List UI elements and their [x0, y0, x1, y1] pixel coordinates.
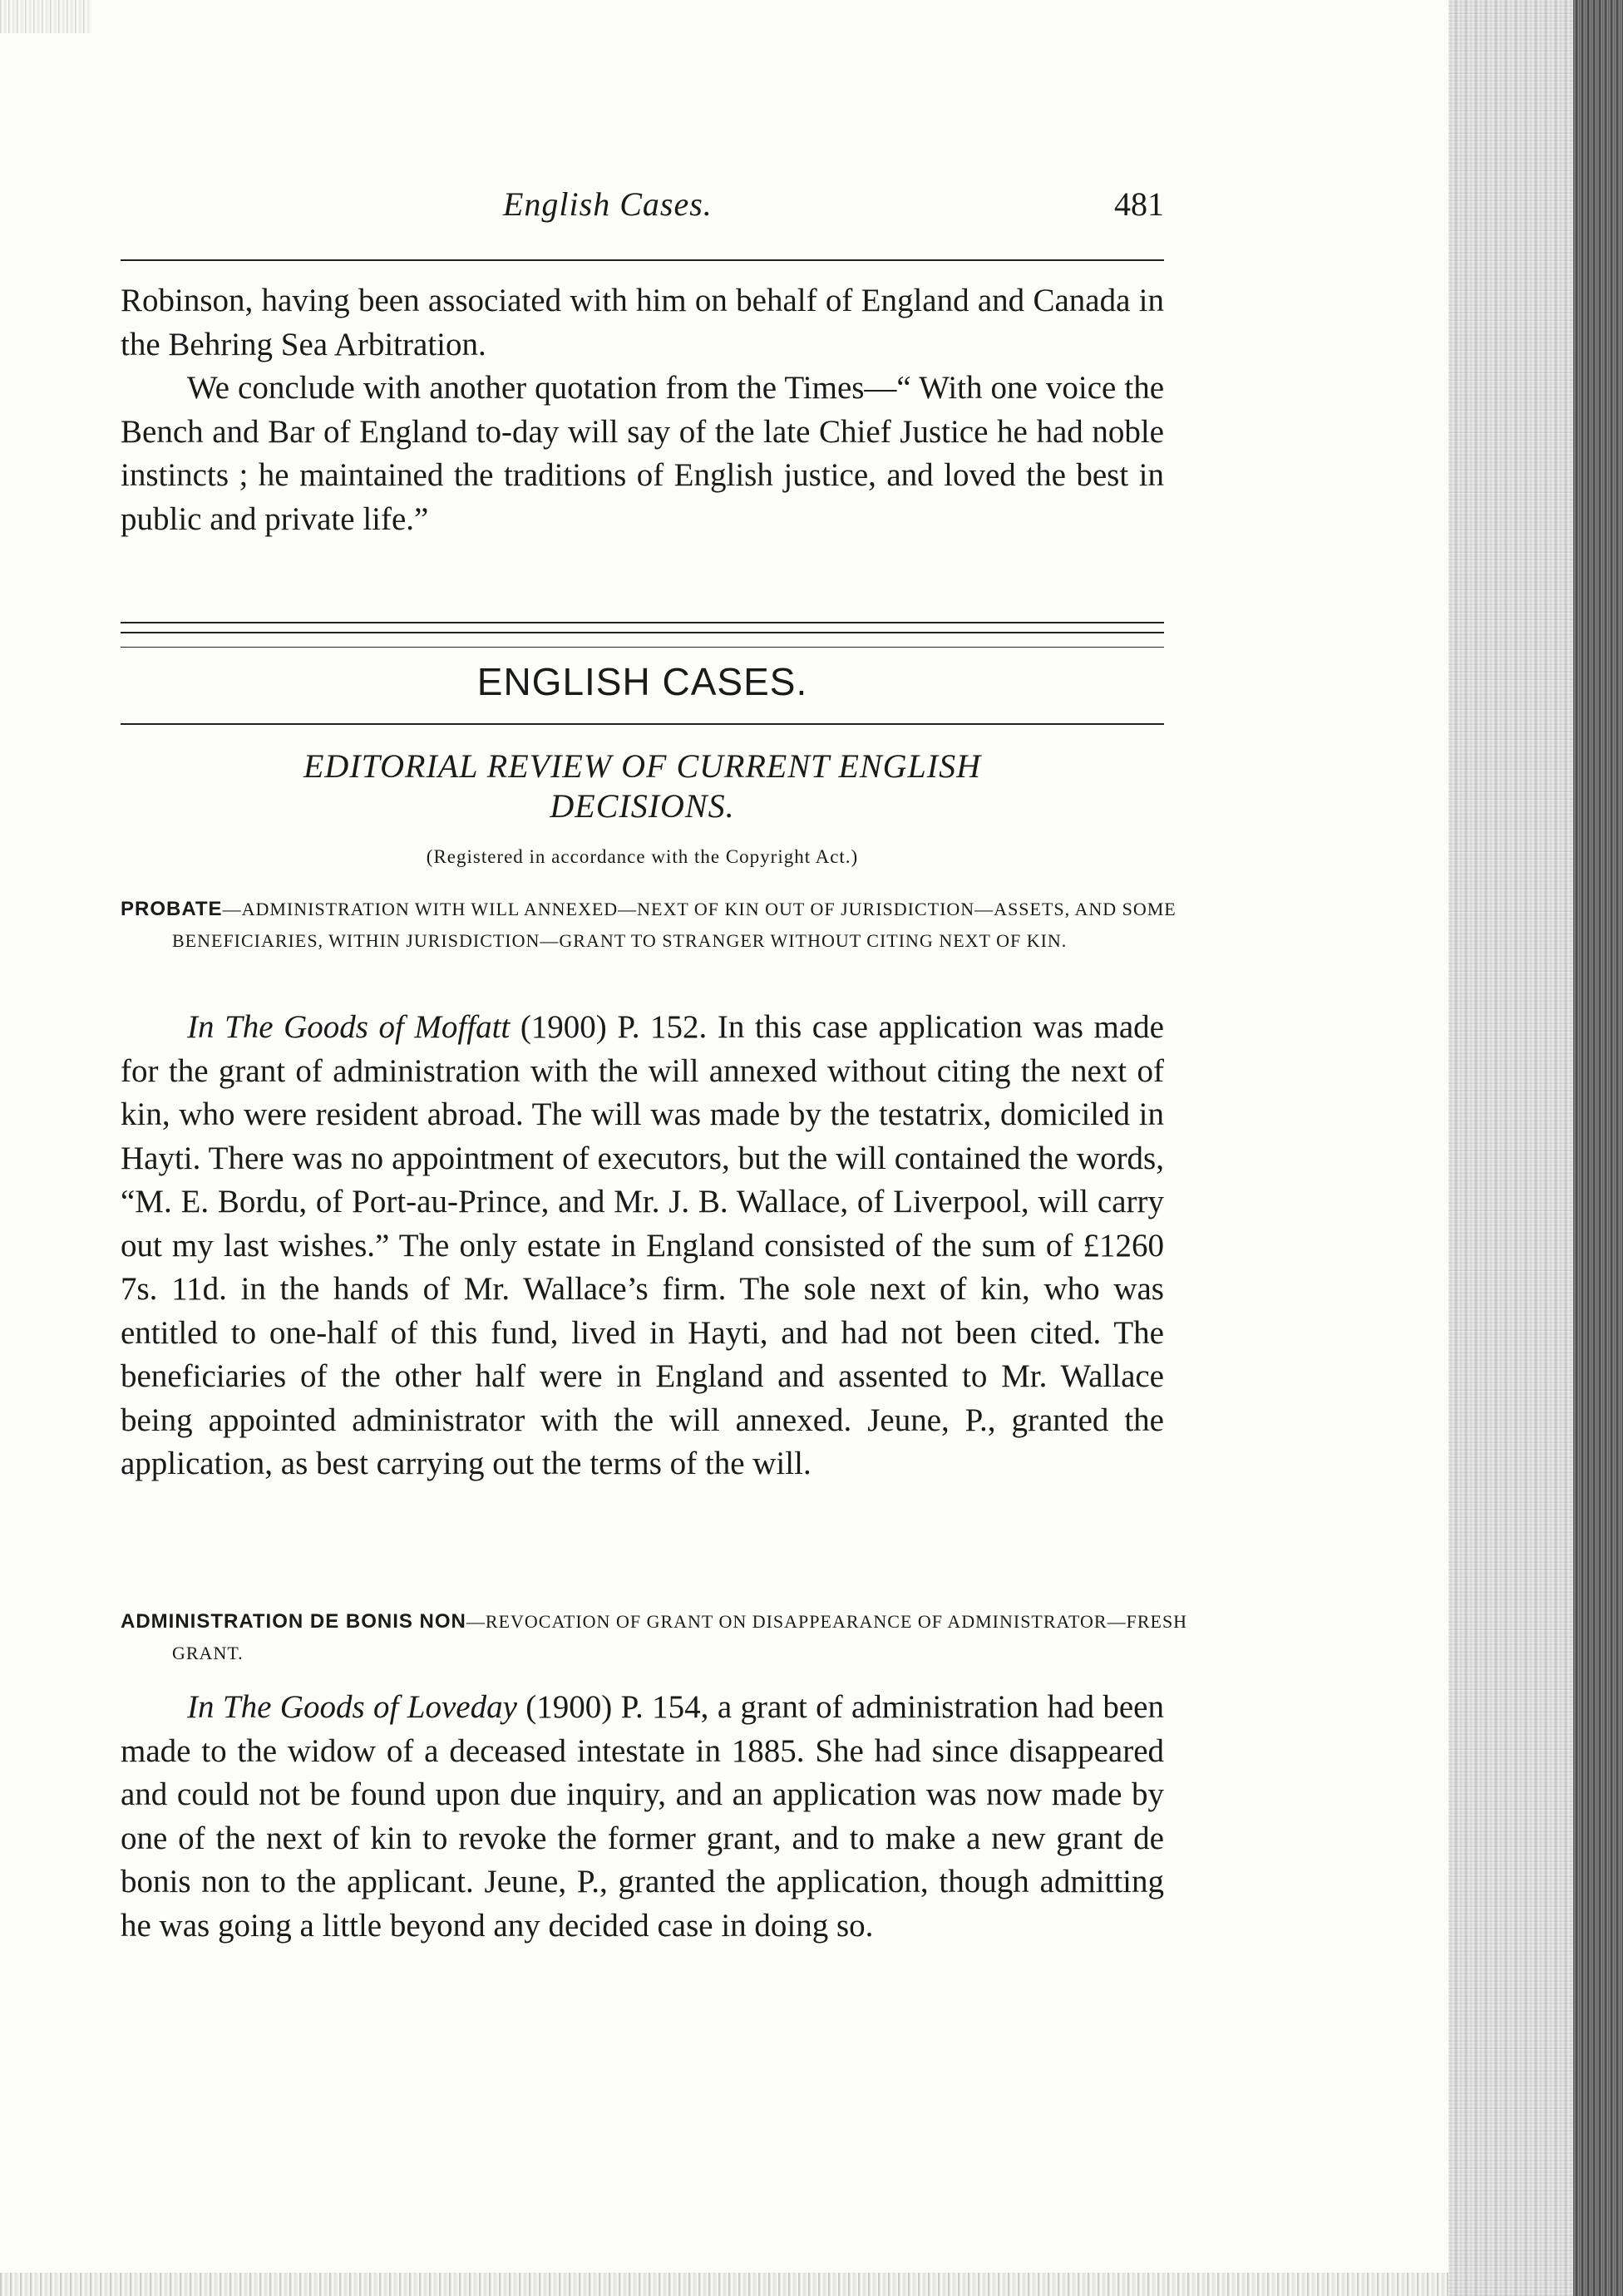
- double-rule-bottom: [121, 632, 1164, 633]
- scan-artifact-bottom: [0, 2273, 1448, 2296]
- page-edge-texture: [1448, 0, 1573, 2296]
- headnote-lead: ADMINISTRATION DE BONIS NON: [121, 1610, 466, 1633]
- page-edge-dark: [1573, 0, 1623, 2296]
- scan-artifact-top-left: [0, 0, 91, 33]
- intro-paragraph: Robinson, having been associated with him on behalf of England and Canada in the Behring Sea Arbitration.: [121, 283, 1164, 362]
- copyright-note: (Registered in accordance with the Copyright Act.): [426, 846, 859, 867]
- double-rule-top: [121, 622, 1164, 623]
- header-rule: [121, 259, 1164, 261]
- case-name: In The Goods of Loveday: [187, 1689, 517, 1725]
- case-report: [121, 1006, 1164, 1486]
- case-name: In The Goods of Moffatt: [187, 1009, 511, 1045]
- running-header: [121, 185, 1164, 234]
- section-title: ENGLISH CASES.: [476, 660, 808, 703]
- case-text: (1900) P. 152. In this case application was made for the grant of administration with the will annexed without citing the next of kin, who were resident abroad. The will was made by the testatrix, domiciled in Hayti. There was no appointment of executors, but the will contained the words, “M. E. Bordu, of Port-au-Prince, and Mr. J. B. Wallace, of Liverpool, will carry out my last wishes.” The only estate in England consisted of the sum of £1260 7s. 11d. in the hands of Mr. Wallace’s firm. The sole next of kin, who was entitled to one-half of this fund, lived in Hayti, and had not been cited. The beneficiaries of the other half were in England and assented to Mr. Wallace being appointed administrator with the will annexed. Jeune, P., granted the application, as best carrying out the terms of the will.: [121, 1009, 1164, 1481]
- intro-text: [121, 279, 1164, 541]
- page-number: 481: [1114, 185, 1164, 223]
- thin-rule: [121, 647, 1164, 648]
- intro-paragraph: We conclude with another quotation from the Times—“ With one voice the Bench and Bar of England to-day will say of the late Chief Justice he had noble instincts ; he maintained the traditions of English justice, and loved the best in public and private life.”: [121, 370, 1164, 537]
- headnote-lead: PROBATE: [121, 898, 223, 920]
- review-title: [121, 746, 1164, 826]
- headnote-text: —REVOCATION OF GRANT ON DISAPPEARANCE OF ADMINISTRATOR—FRESH GRANT.: [172, 1611, 1188, 1663]
- case-text: (1900) P. 154, a grant of administration had been made to the widow of a deceased intestate in 1885. She had since disappeared and could not be found upon due inquiry, and an application was now made by one of the next of kin to revoke the former grant, and to make a new grant de bonis non to the applicant. Jeune, P., granted the application, though admitting he was going a little beyond any decided case in doing so.: [121, 1689, 1164, 1944]
- case-paragraph: [121, 1006, 1164, 1486]
- section-rule: [121, 723, 1164, 725]
- case-headnote: [121, 1606, 1228, 1669]
- case-paragraph: [121, 1686, 1164, 1948]
- headnote-text: —ADMINISTRATION WITH WILL ANNEXED—NEXT OF KIN OUT OF JURISDICTION—ASSETS, AND SOME BENEFICIARIES, WITHIN JURISDICTION—GRANT TO STRANGER WITHOUT CITING NEXT OF KIN.: [172, 899, 1177, 951]
- case-report: [121, 1686, 1164, 1948]
- review-title-line: DECISIONS.: [550, 787, 735, 825]
- case-headnote: [121, 894, 1228, 957]
- review-title-line: EDITORIAL REVIEW OF CURRENT ENGLISH: [303, 747, 981, 785]
- running-title: English Cases.: [503, 185, 713, 223]
